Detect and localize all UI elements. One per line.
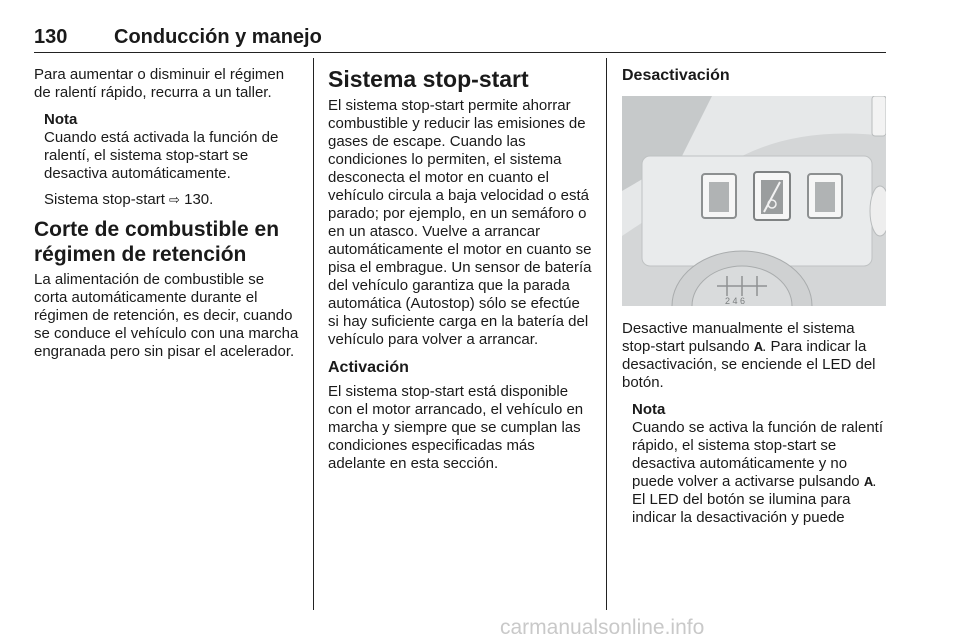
arrow-right-icon: ⇨ <box>169 192 180 207</box>
column-2 <box>328 66 592 482</box>
paragraph-activation: El sistema stop-start está disponible con el motor arrancado, el vehículo en marcha y siempre que se cumplan las condiciones especificadas más adelante en esta sección. <box>328 383 584 472</box>
note-title: Nota <box>44 111 78 128</box>
subheading-deactivation: Desactivación <box>622 67 730 84</box>
subheading-activation: Activación <box>328 359 409 376</box>
paragraph-idle-speed: Para aumentar o disminuir el régimen de ralentí rápido, recurra a un taller. <box>34 66 285 101</box>
section-heading-stop-start: Sistema stop-start <box>328 66 529 92</box>
column-3 <box>622 66 886 535</box>
column-divider-2 <box>606 58 607 610</box>
note-box <box>44 111 299 183</box>
page-number: 130 <box>34 26 68 48</box>
paragraph-stop-start-intro: El sistema stop-start permite ahorrar combustible y reducir las emisiones de gases de escape. Cuando las condiciones lo permiten, el sistema desconecta el motor en cuanto el vehículo circula a baja velocidad o está parado; por ejemplo, en un semáforo o en un atasco. Vuelve a arrancar automáticamente el motor en cuanto se pisa el embrague. Un sensor de batería del vehículo garantiza que la parada automática (Autostop) sólo se efectúe si hay suficiente carga en la batería del vehículo para volver a arrancar. <box>328 97 592 348</box>
note-title: Nota <box>632 401 666 418</box>
deactivation-text-end: . Para indicar la desactivación, se enciende el LED del botón. <box>622 338 876 391</box>
gear-pattern-label: 2 4 6 <box>725 296 746 306</box>
column-1 <box>34 66 299 370</box>
note-text-end: . El LED del botón se ilumina para indicar la desactivación y puede <box>632 473 877 526</box>
page-header <box>34 24 886 53</box>
section-heading-fuel-cutoff: Corte de combustible en régimen de retención <box>34 218 280 266</box>
stop-start-button-icon: A <box>753 339 763 354</box>
watermark: carmanualsonline.info <box>500 616 705 639</box>
note-text-start: Cuando se activa la función de ralentí rápido, el sistema stop-start se desactiva automáticamente y no puede volver a activarse pulsando <box>632 419 883 490</box>
note-text: Cuando está activada la función de ralentí, el sistema stop-start se desactiva automáticamente. <box>44 129 279 182</box>
cross-reference <box>44 191 299 209</box>
column-divider-1 <box>313 58 314 610</box>
paragraph-deactivation <box>622 320 886 392</box>
console-photo-svg <box>622 96 886 306</box>
paragraph-fuel-cutoff: La alimentación de combustible se corta automáticamente durante el régimen de retención, es decir, cuando se conduce el vehículo con una marcha engranada pero sin pisar el acelerador. <box>34 271 299 360</box>
deactivation-text-start: Desactive manualmente el sistema stop-start pulsando <box>622 320 855 355</box>
stop-start-button-icon: A <box>863 474 873 489</box>
reference-text: Sistema stop-start <box>44 191 165 208</box>
reference-page[interactable]: 130. <box>184 191 214 208</box>
note-box-deactivation <box>632 401 886 527</box>
page-title: Conducción y manejo <box>114 26 322 48</box>
console-switch-illustration <box>622 96 886 306</box>
